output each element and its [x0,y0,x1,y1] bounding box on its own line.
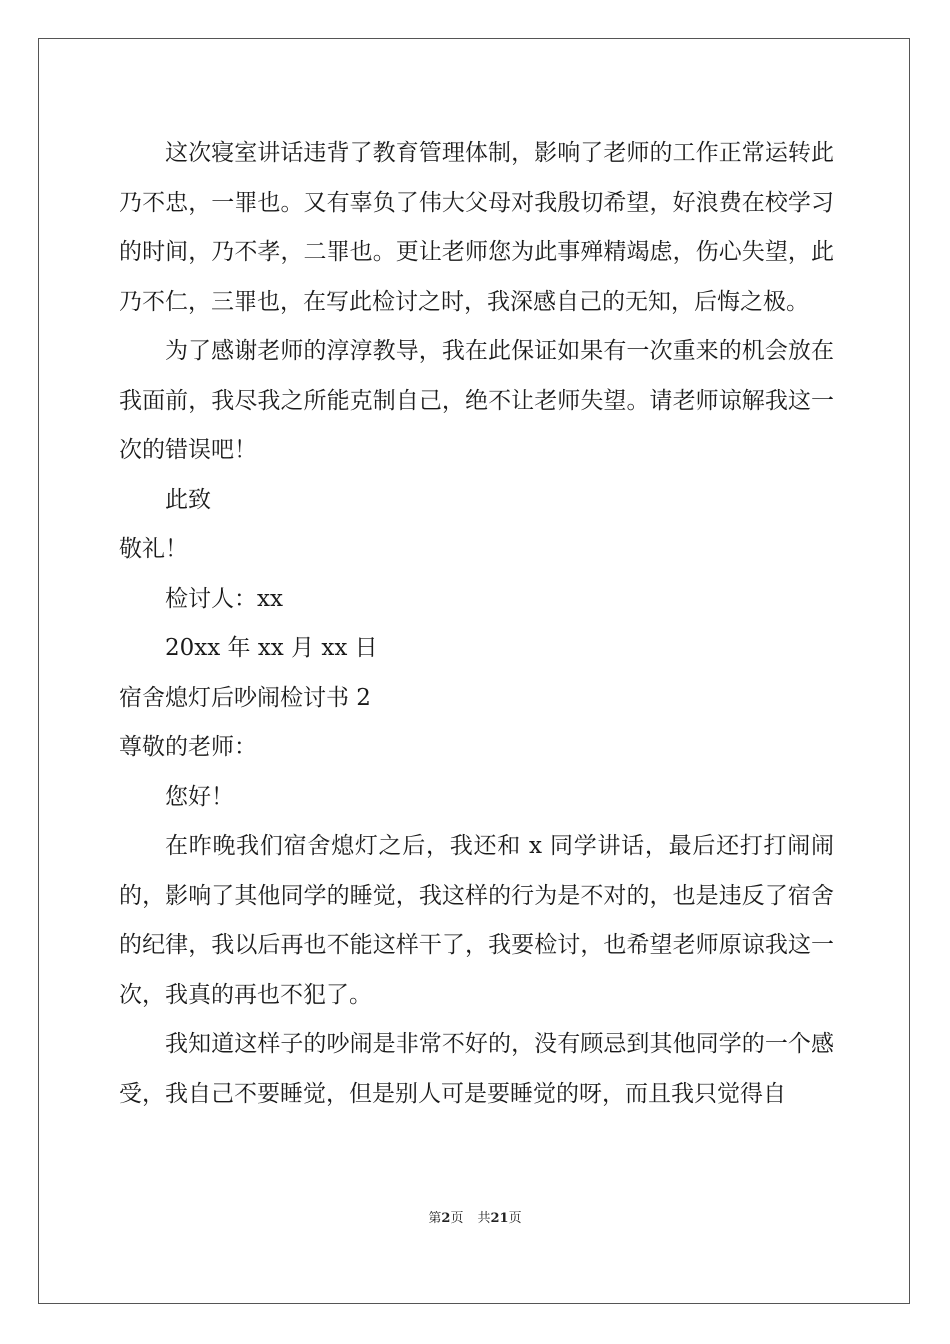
footer-page-prefix: 第 [428,1211,442,1226]
date-line: 20xx 年 xx 月 xx 日 [165,635,378,661]
closing-line-2: 敬礼！ [119,536,188,562]
document-page [38,38,910,1304]
paragraph-2: 为了感谢老师的淳淳教导，我在此保证如果有一次重来的机会放在我面前，我尽我之所能克制自己，绝不让老师失望。请老师谅解我这一次的错误吧！ [119,338,834,463]
paragraph-4: 我知道这样子的吵闹是非常不好的，没有顾忌到其他同学的一个感受，我自己不要睡觉，但是别人可是要睡觉的呀，而且我只觉得自 [119,1031,834,1107]
footer-total-number: 21 [490,1211,509,1226]
page-footer [0,1207,950,1226]
signer-line: 检讨人：xx [165,585,283,612]
footer-page-number: 2 [441,1211,451,1226]
paragraph-1: 这次寝室讲话违背了教育管理体制，影响了老师的工作正常运转此乃不忠，一罪也。又有辜负了伟大父母对我殷切希望，好浪费在校学习的时间，乃不孝，二罪也。更让老师您为此事殚精竭虑，伤心失望，此乃不仁，三罪也，在写此检讨之时，我深感自己的无知，后悔之极。 [119,140,834,315]
salutation-line: 尊敬的老师： [119,734,257,760]
footer-total-prefix: 共 [477,1211,491,1226]
document-body [119,129,834,1119]
paragraph-3: 在昨晚我们宿舍熄灯之后，我还和 x 同学讲话，最后还打打闹闹的，影响了其他同学的睡觉，我这样的行为是不对的，也是违反了宿舍的纪律，我以后再也不能这样干了，我要检讨，也希望老师原谅我这一次，我真的再也不犯了。 [119,833,834,1008]
greeting-line: 您好！ [165,783,234,810]
closing-line-1: 此致 [165,486,211,513]
section-heading: 宿舍熄灯后吵闹检讨书 2 [119,684,371,711]
footer-total-suffix: 页 [508,1211,522,1226]
footer-page-suffix: 页 [450,1211,464,1226]
